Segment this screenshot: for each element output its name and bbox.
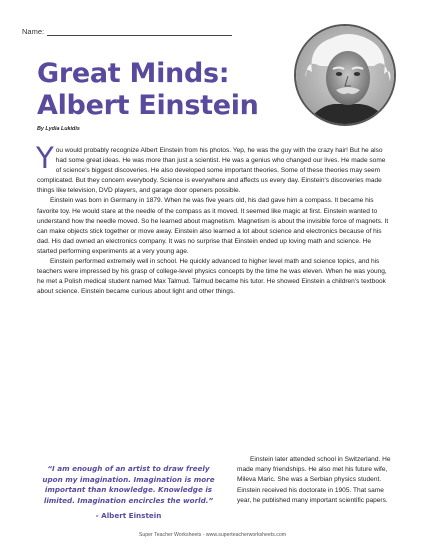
footer-credit: Super Teacher Worksheets - www.superteacherworksheets.com xyxy=(138,532,287,538)
name-blank-line[interactable] xyxy=(47,28,232,36)
drop-cap: Y xyxy=(36,141,54,175)
paragraph-3: Einstein performed extremely well in school. He quickly advanced to higher level math and science topics, and his teachers were impressed by his grasp of college-level physics concepts by the time he was eleven. When he was young, he met a Polish medical student named Max Talmud. Talmud became his tutor. He showed Einstein a children's textbook about science. Einstein became curious about light and other things. xyxy=(37,258,387,296)
paragraph-2: Einstein was born in Germany in 1879. When he was five years old, his dad gave him a compass. It became his favorite toy. He would stare at the needle of the compass as it moved. It seemed like magic at first. Einstein wanted to understand how the needle moved. So he learned about magnetism. Magnetism is about the invisible force of magnets. It can make objects stick together or move away. Einstein also learned a lot about science and electronics because of his dad. His dad owned an electronics company. It was no surprise that Einstein ended up loving math and science. He started performing experiments at a very young age. xyxy=(37,197,389,255)
title-line-2: Albert Einstein xyxy=(37,90,259,121)
paragraph-1 xyxy=(36,141,392,196)
article-body xyxy=(36,141,392,297)
pull-quote xyxy=(37,464,220,522)
portrait-illustration xyxy=(296,26,396,126)
quote-text: “I am enough of an artist to draw freely upon my imagination. Imagination is more important than knowledge. Knowledge is limited. Imagination encircles the world.” xyxy=(42,464,215,505)
paragraph-4: Einstein later attended school in Switzerland. He made many friendships. He also met his future wife, Mileva Maric. She was a Serbian physics student. Einstein received his doctorate in 1905. That same year, he published many important scientific papers. xyxy=(237,456,391,504)
quote-attribution: - Albert Einstein xyxy=(95,511,162,521)
name-label: Name: xyxy=(22,27,45,36)
paragraph-1-text: ou would probably recognize Albert Einstein from his photos. Yep, he was the guy with the crazy hair! But he also had some great ideas. He was more than just a scientist. He was a genius who changed our lives. He made some of science's biggest discoveries. He also developed some important theories. Some of these theories may seem complicated. But they concern everybody. Science is everywhere and affects us every day. Einstein's discoveries made things like television, DVD players, and garage door openers possible. xyxy=(37,147,386,195)
right-column xyxy=(237,455,395,506)
name-field xyxy=(22,27,232,36)
byline: By Lydia Lukidis xyxy=(37,126,80,132)
page-title xyxy=(37,58,259,122)
title-line-1: Great Minds: xyxy=(37,58,230,89)
einstein-portrait-photo xyxy=(294,24,396,126)
